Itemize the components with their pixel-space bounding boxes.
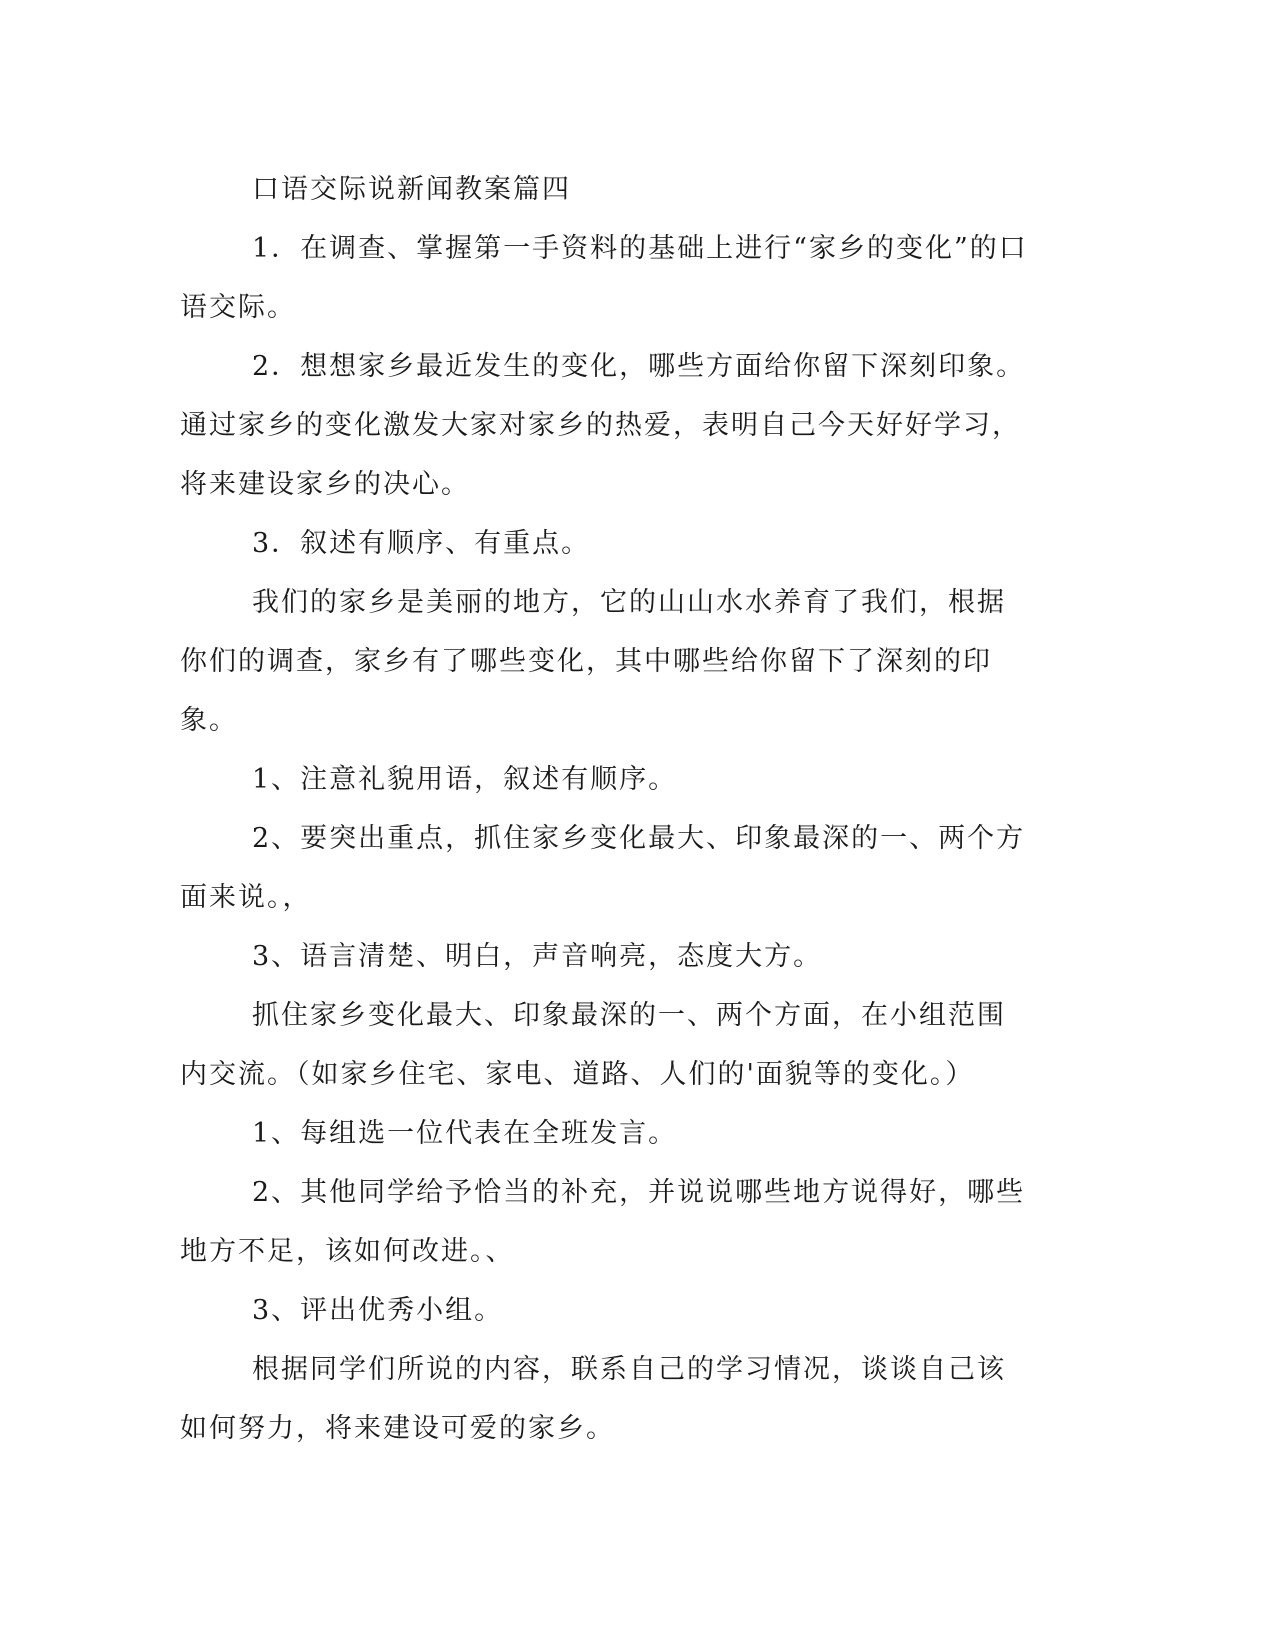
- paragraph: 3、评出优秀小组。: [252, 1295, 504, 1326]
- document-body: [180, 160, 1030, 1458]
- paragraph: 抓住家乡变化最大、印象最深的一、两个方面，在小组范围内交流。（如家乡住宅、家电、道路、人们的'面貌等的变化。）: [180, 1000, 1006, 1090]
- paragraph: 2、其他同学给予恰当的补充，并说说哪些地方说得好，哪些地方不足，该如何改进。、: [180, 1177, 1026, 1267]
- paragraph: 1、注意礼貌用语，叙述有顺序。: [252, 764, 678, 795]
- paragraph: 3．叙述有顺序、有重点。: [252, 528, 591, 559]
- paragraph: 1、每组选一位代表在全班发言。: [252, 1118, 678, 1149]
- paragraph: 1．在调查、掌握第一手资料的基础上进行“家乡的变化”的口语交际。: [180, 233, 1028, 323]
- paragraph: 2、要突出重点，抓住家乡变化最大、印象最深的一、两个方面来说。，: [180, 823, 1026, 913]
- paragraph: 我们的家乡是美丽的地方，它的山山水水养育了我们，根据你们的调查，家乡有了哪些变化，其中哪些给你留下了深刻的印象。: [180, 587, 1006, 736]
- paragraph: 根据同学们所说的内容，联系自己的学习情况，谈谈自己该如何努力，将来建设可爱的家乡。: [180, 1354, 1006, 1444]
- paragraph: 2．想想家乡最近发生的变化，哪些方面给你留下深刻印象。通过家乡的变化激发大家对家乡的热爱，表明自己今天好好学习，将来建设家乡的决心。: [180, 351, 1026, 500]
- document-title: 口语交际说新闻教案篇四: [252, 174, 571, 205]
- paragraph: 3、语言清楚、明白，声音响亮，态度大方。: [252, 941, 823, 972]
